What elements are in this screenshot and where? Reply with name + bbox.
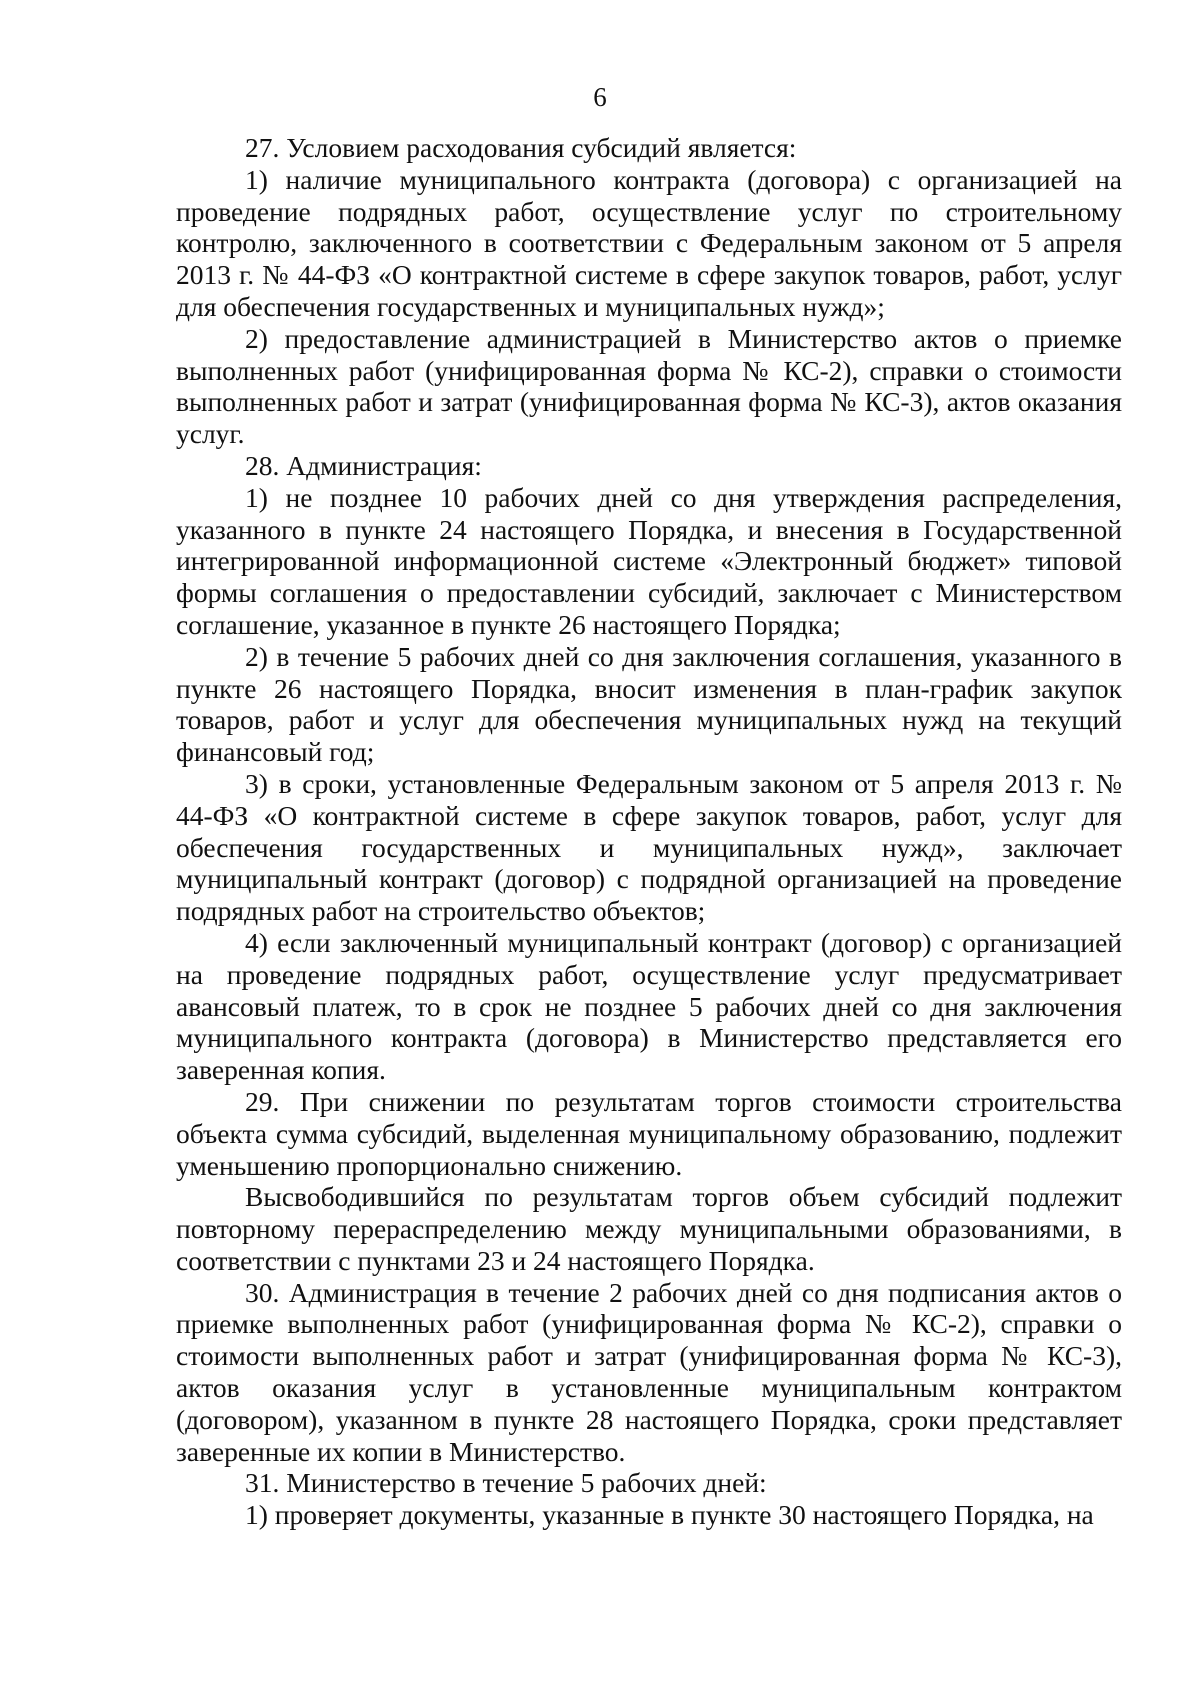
paragraph-29-continued: Высвободившийся по результатам торгов объем субсидий подлежит повторному перераспределению между муниципальными образованиями, в соответствии с пунктами 23 и 24 настоящего Порядка. — [176, 1181, 1122, 1276]
paragraph-27-1: 1) наличие муниципального контракта (договора) с организацией на проведение подрядных работ, осуществление услуг по строительному контролю, заключенного в соответствии с Федеральным законом от 5 апреля 2013 г. № 44-ФЗ «О контрактной системе в сфере закупок товаров, работ, услуг для обеспечения государственных и муниципальных нужд»; — [176, 163, 1122, 322]
paragraph-31: 31. Министерство в течение 5 рабочих дней: — [245, 1467, 767, 1499]
paragraph-27: 27. Условием расходования субсидий является: — [245, 132, 797, 163]
page-number: 6 — [593, 82, 607, 112]
paragraph-30: 30. Администрация в течение 2 рабочих дней со дня подписания актов о приемке выполненных работ (унифицированная форма № КС-2), справки о стоимости выполненных работ и затрат (унифицированная форма № КС-3), актов оказания услуг в установленные муниципальным контрактом (договором), указанном в пункте 28 настоящего Порядка, сроки представляет заверенные их копии в Министерство. — [176, 1276, 1122, 1467]
body-text — [176, 132, 1122, 1531]
paragraph-28-2: 2) в течение 5 рабочих дней со дня заключения соглашения, указанного в пункте 26 настоящего Порядка, вносит изменения в план-график закупок товаров, работ и услуг для обеспечения муниципальных нужд на текущий финансовый год; — [176, 640, 1122, 768]
paragraph-28-1: 1) не позднее 10 рабочих дней со дня утверждения распределения, указанного в пункте 24 настоящего Порядка, и внесения в Государственной интегрированной информационной системе «Электронный бюджет» типовой формы соглашения о предоставлении субсидий, заключает с Министерством соглашение, указанное в пункте 26 настоящего Порядка; — [176, 481, 1122, 640]
paragraph-28-3: 3) в сроки, установленные Федеральным законом от 5 апреля 2013 г. № 44-ФЗ «О контрактной системе в сфере закупок товаров, работ, услуг для обеспечения государственных и муниципальных нужд», заключает муниципальный контракт (договор) с подрядной организацией на проведение подрядных работ на строительство объектов; — [176, 767, 1122, 927]
paragraph-28: 28. Администрация: — [245, 449, 482, 481]
paragraph-31-1: 1) проверяет документы, указанные в пункте 30 настоящего Порядка, на — [245, 1499, 1094, 1531]
paragraph-28-4: 4) если заключенный муниципальный контракт (договор) с организацией на проведение подрядных работ, осуществление услуг предусматривает авансовый платеж, то в срок не позднее 5 рабочих дней со дня заключения муниципального контракта (договора) в Министерство представляется его заверенная копия. — [176, 926, 1122, 1086]
paragraph-29: 29. При снижении по результатам торгов стоимости строительства объекта сумма субсидий, выделенная муниципальному образованию, подлежит уменьшению пропорционально снижению. — [176, 1085, 1122, 1181]
paragraph-27-2: 2) предоставление администрацией в Министерство актов о приемке выполненных работ (унифицированная форма № КС-2), справки о стоимости выполненных работ и затрат (унифицированная форма № КС-3), актов оказания услуг. — [176, 322, 1122, 450]
